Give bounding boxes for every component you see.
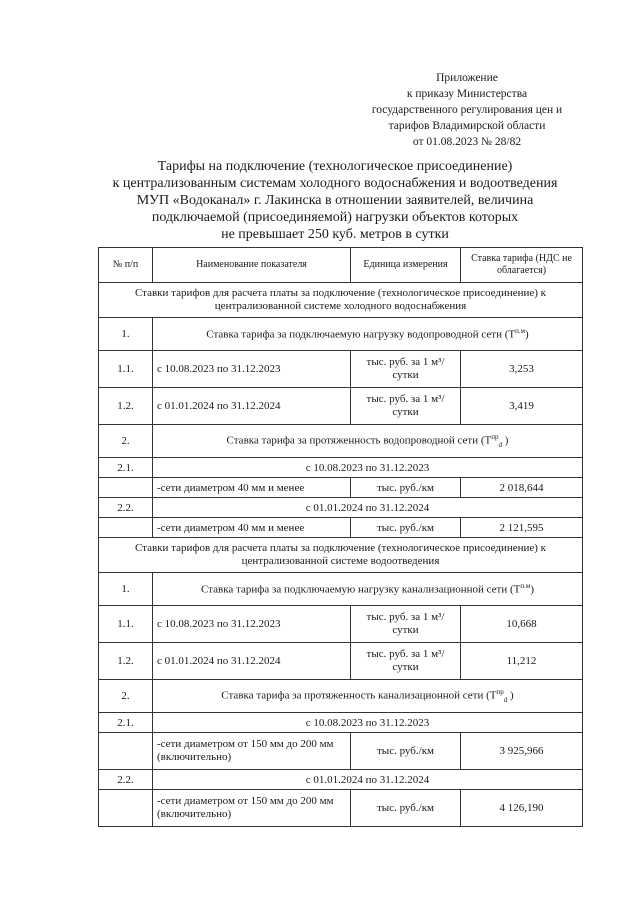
row-label: -сети диаметром от 150 мм до 200 мм (включительно) xyxy=(153,790,351,827)
row-unit: тыс. руб./км xyxy=(351,518,461,538)
appendix-line: к приказу Министерства xyxy=(406,88,528,100)
row-num: 1.1. xyxy=(99,351,153,388)
row-unit: тыс. руб./км xyxy=(351,790,461,827)
row-value: 11,212 xyxy=(461,643,583,680)
title-line: не превышает 250 куб. метров в сутки xyxy=(221,227,449,242)
rate-label: Ставка тарифа за протяженность канализационной сети ($Т^{пр}_d$ ) xyxy=(153,680,583,713)
row-period: с 10.08.2023 по 31.12.2023 xyxy=(153,458,583,478)
rate-label: Ставка тарифа за подключаемую нагрузку канализационной сети $(Т^{п.м})$ xyxy=(153,573,583,606)
header-unit: Единица измерения xyxy=(351,248,461,283)
row-label: -сети диаметром от 150 мм до 200 мм (включительно) xyxy=(153,733,351,770)
tariff-table xyxy=(98,247,583,827)
title-line: подключаемой (присоединяемой) нагрузки объектов которых xyxy=(151,210,519,225)
row-unit: тыс. руб. за 1 м³/сутки xyxy=(351,643,461,680)
rate-label: Ставка тарифа за протяженность водопроводной сети ($Т^{пр}_d$ ) xyxy=(153,425,583,458)
row-period: с 01.01.2024 по 31.12.2024 xyxy=(153,498,583,518)
table-row xyxy=(99,573,583,606)
row-num: 2. xyxy=(99,680,153,713)
row-value: 10,668 xyxy=(461,606,583,643)
row-unit: тыс. руб./км xyxy=(351,478,461,498)
row-unit: тыс. руб. за 1 м³/сутки xyxy=(351,606,461,643)
row-num: 1.2. xyxy=(99,643,153,680)
table-row xyxy=(99,733,583,770)
row-unit: тыс. руб./км xyxy=(351,733,461,770)
table-row xyxy=(99,318,583,351)
row-num: 1. xyxy=(99,318,153,351)
title-line: Тарифы на подключение (технологическое присоединение) xyxy=(157,159,513,174)
table-row xyxy=(99,643,583,680)
title-line: к централизованным системам холодного водоснабжения и водоотведения xyxy=(112,176,558,191)
section-title: Ставки тарифов для расчета платы за подключение (технологическое присоединение) к централизованной системе водоотведения xyxy=(99,538,583,573)
row-period: с 10.08.2023 по 31.12.2023 xyxy=(153,713,583,733)
row-value: 4 126,190 xyxy=(461,790,583,827)
table-row xyxy=(99,351,583,388)
document-title xyxy=(90,158,580,243)
section-title: Ставки тарифов для расчета платы за подключение (технологическое присоединение) к централизованной системе холодного водоснабжения xyxy=(99,283,583,318)
appendix-line: от 01.08.2023 № 28/82 xyxy=(412,136,522,148)
row-period: с 01.01.2024 по 31.12.2024 xyxy=(153,643,351,680)
row-unit: тыс. руб. за 1 м³/сутки xyxy=(351,388,461,425)
row-num: 2.1. xyxy=(99,458,153,478)
row-num: 2.2. xyxy=(99,770,153,790)
row-period: с 10.08.2023 по 31.12.2023 xyxy=(153,606,351,643)
row-num: 1.1. xyxy=(99,606,153,643)
row-unit: тыс. руб. за 1 м³/сутки xyxy=(351,351,461,388)
row-label: -сети диаметром 40 мм и менее xyxy=(153,518,351,538)
row-num: 1. xyxy=(99,573,153,606)
table-row xyxy=(99,606,583,643)
table-row xyxy=(99,790,583,827)
table-row xyxy=(99,713,583,733)
table-row xyxy=(99,388,583,425)
header-name: Наименование показателя xyxy=(153,248,351,283)
appendix-line: государственного регулирования цен и xyxy=(371,104,563,116)
row-value: 3,253 xyxy=(461,351,583,388)
section-row-water xyxy=(99,283,583,318)
appendix-block xyxy=(342,70,592,150)
row-num: 2.1. xyxy=(99,713,153,733)
row-num: 2.2. xyxy=(99,498,153,518)
row-period: с 01.01.2024 по 31.12.2024 xyxy=(153,388,351,425)
table-row xyxy=(99,478,583,498)
rate-label: Ставка тарифа за подключаемую нагрузку водопроводной сети $(Т^{п.м})$ xyxy=(153,318,583,351)
row-period: с 10.08.2023 по 31.12.2023 xyxy=(153,351,351,388)
row-num: 2. xyxy=(99,425,153,458)
row-value: 3 925,966 xyxy=(461,733,583,770)
table-row xyxy=(99,498,583,518)
row-num: 1.2. xyxy=(99,388,153,425)
table-row xyxy=(99,458,583,478)
header-num: № п/п xyxy=(99,248,153,283)
row-value: 2 121,595 xyxy=(461,518,583,538)
row-value: 2 018,644 xyxy=(461,478,583,498)
appendix-line: Приложение xyxy=(436,72,498,84)
section-row-sewer xyxy=(99,538,583,573)
table-row xyxy=(99,680,583,713)
row-period: с 01.01.2024 по 31.12.2024 xyxy=(153,770,583,790)
table-row xyxy=(99,770,583,790)
table-row xyxy=(99,518,583,538)
header-rate: Ставка тарифа (НДС не облагается) xyxy=(461,248,583,283)
table-row xyxy=(99,425,583,458)
row-label: -сети диаметром 40 мм и менее xyxy=(153,478,351,498)
title-line: МУП «Водоканал» г. Лакинска в отношении заявителей, величина xyxy=(136,193,534,208)
row-value: 3,419 xyxy=(461,388,583,425)
appendix-line: тарифов Владимирской области xyxy=(388,120,546,132)
table-header-row xyxy=(99,248,583,283)
